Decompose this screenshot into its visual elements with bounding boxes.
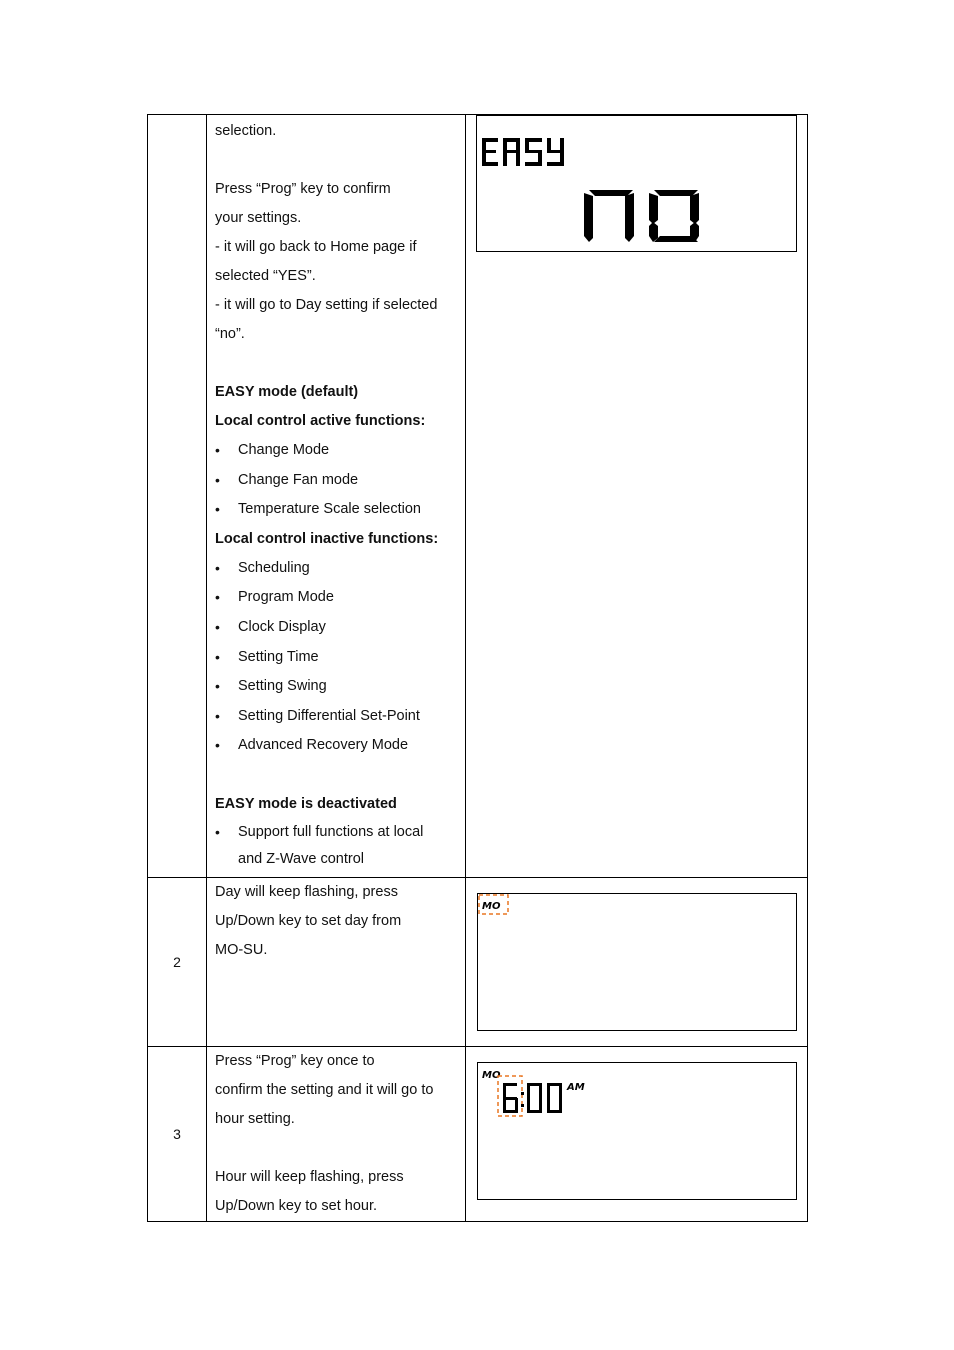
deactivated-functions-list — [215, 819, 459, 873]
list-item: • Scheduling — [215, 554, 459, 584]
list-item: • Setting Swing — [215, 672, 459, 702]
description-cell — [207, 115, 466, 878]
colon-bottom — [521, 1104, 524, 1107]
active-functions-list — [215, 436, 459, 525]
lcd-ampm-label: AM — [567, 1082, 585, 1093]
big-char-n — [584, 190, 634, 242]
hour-digit-6 — [503, 1083, 518, 1113]
text-line: selection. — [215, 123, 277, 139]
description-text — [207, 115, 465, 873]
lcd-display-hour — [477, 1062, 797, 1200]
big-char-o — [649, 190, 699, 242]
lcd-display-day — [477, 893, 797, 1031]
description-text — [207, 878, 465, 965]
lcd-segments-easy — [477, 116, 795, 251]
display-cell — [466, 1047, 808, 1222]
text-line: MO-SU. — [215, 942, 268, 958]
description-text — [207, 1047, 465, 1221]
step-cell — [148, 115, 207, 878]
list-item: • Support full functions at local and Z-Wave control — [215, 819, 459, 873]
text-line: your settings. — [215, 210, 302, 226]
section-heading: Local control inactive functions: — [215, 530, 439, 547]
step-cell — [148, 878, 207, 1047]
text-line: selected “YES”. — [215, 268, 316, 284]
description-cell — [207, 1047, 466, 1222]
lcd-display-easy — [476, 115, 797, 252]
section-heading: Local control active functions: — [215, 413, 426, 429]
text-line: Up/Down key to set day from — [215, 913, 402, 929]
section-heading: EASY mode is deactivated — [215, 795, 397, 812]
easy-char-a — [503, 138, 520, 166]
easy-char-s — [525, 138, 542, 166]
inactive-functions-list — [215, 554, 459, 761]
instruction-table — [147, 114, 808, 1222]
table-row — [148, 878, 808, 1047]
colon-top — [521, 1092, 524, 1095]
display-cell — [466, 878, 808, 1047]
step-number: 3 — [173, 1126, 181, 1142]
list-item: • Clock Display — [215, 613, 459, 643]
list-item: • Temperature Scale selection — [215, 495, 459, 525]
lcd-day-label: MO — [482, 1070, 501, 1081]
display-cell — [466, 115, 808, 878]
step-number: 2 — [173, 954, 181, 970]
list-item: • Program Mode — [215, 583, 459, 613]
table-row — [148, 1047, 808, 1222]
easy-char-e — [482, 138, 498, 166]
text-line: Hour will keep flashing, press — [215, 1169, 404, 1185]
text-line: Up/Down key to set hour. — [215, 1198, 377, 1214]
table-row — [148, 115, 808, 878]
list-item: • Change Fan mode — [215, 466, 459, 496]
easy-char-y — [547, 138, 564, 166]
text-line: confirm the setting and it will go to — [215, 1082, 434, 1098]
text-line: Press “Prog” key once to — [215, 1053, 375, 1069]
list-item: • Advanced Recovery Mode — [215, 731, 459, 761]
text-line: - it will go to Day setting if selected — [215, 297, 438, 313]
text-line: Press “Prog” key to confirm — [215, 181, 391, 197]
lcd-segments-hour — [478, 1063, 795, 1199]
section-heading: EASY mode (default) — [215, 384, 359, 400]
text-line: hour setting. — [215, 1111, 295, 1127]
description-cell — [207, 878, 466, 1047]
minute-digit-0b — [547, 1083, 562, 1113]
lcd-day-label: MO — [482, 901, 501, 912]
step-cell — [148, 1047, 207, 1222]
list-item: • Setting Differential Set-Point — [215, 702, 459, 732]
lcd-segments-day — [478, 894, 795, 1030]
text-line: Day will keep flashing, press — [215, 884, 398, 900]
list-item: • Setting Time — [215, 643, 459, 673]
minute-digit-0a — [527, 1083, 542, 1113]
text-line: “no”. — [215, 326, 245, 342]
list-item: • Change Mode — [215, 436, 459, 466]
text-line: - it will go back to Home page if — [215, 239, 417, 255]
